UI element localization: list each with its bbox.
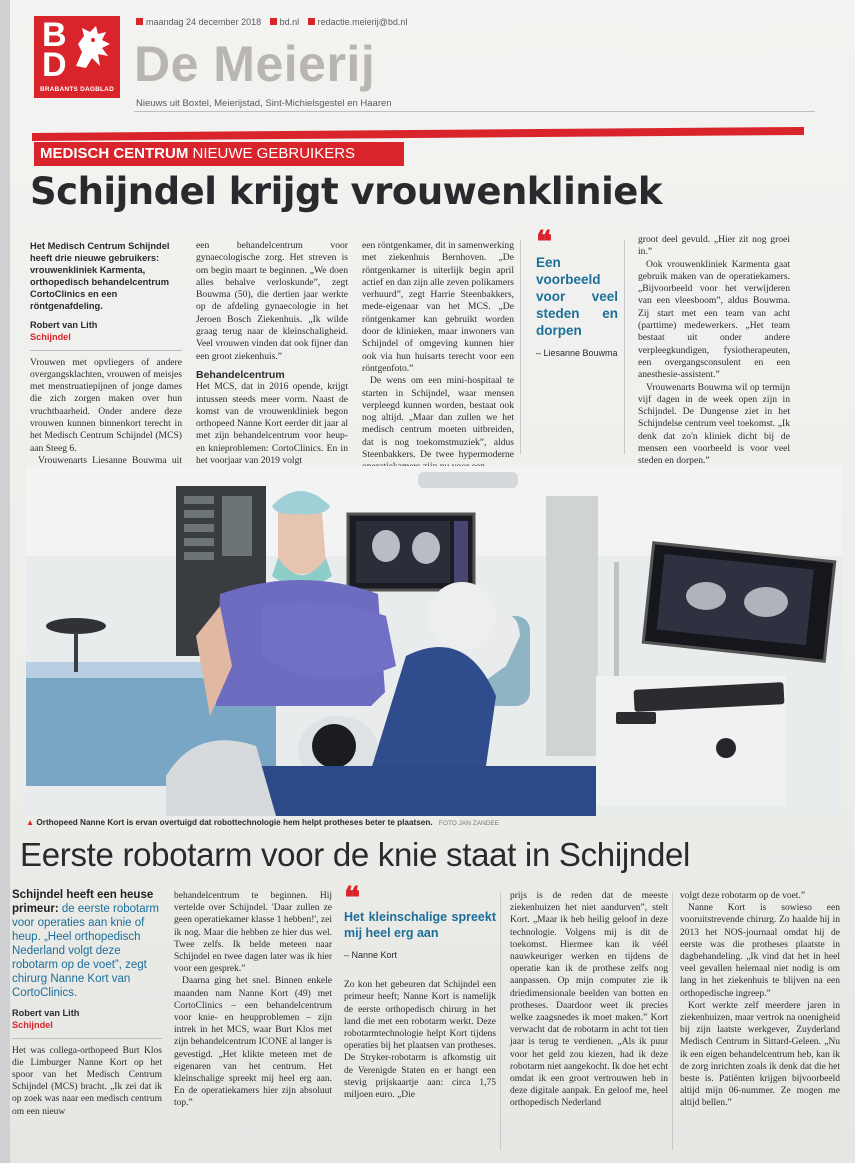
paragraph: prijs is de reden dat de meeste ziekenhuizen het niet aandurven”, stelt Kort. „Maar ik heb heilig geloof in deze technologie. Volgens mij is dit de toekomst. Hiermee kan ik véél nauwkeuriger werken en tijdens de operatie kan ik de prothese zelfs nog aanpassen. Op mijn computer zie ik driedimensionale beelden van botten en protheses. Daardoor weet ik precies welke zaagsnedes ik moet maken.” Kort verwacht dat de robotarm in acht tot tien jaar is terug te verdienen. „Als ik puur voor het geld zou kiezen, had ik deze robotarm niet aangekocht. Ik doe het echt omdat ik een groot vertrouwen heb in deze digitale aanpak. En geloof me, heel orthopedisch Nederland bbox=[510, 891, 669, 1109]
photo-caption bbox=[26, 818, 499, 827]
masthead-divider bbox=[134, 111, 815, 112]
column-divider bbox=[624, 240, 625, 454]
column-divider bbox=[520, 240, 521, 454]
paragraph: een röntgenkamer, dit in samenwerking met ziekenhuis Bernhoven. „De röntgenkamer is uiterlijk begin april actief en dan zijn alle zeven polikamers verhuurd”, zegt Harrie Steenbakkers, mede-eigenaar van het MCS. „De röntgenkamer kan gebruikt worden door de klinieken, maar inwoners van Schijndel of omgeving kunnen hier ook via hun huisarts terecht voor een röntgenfoto.” bbox=[362, 240, 514, 374]
paragraph: een behandelcentrum voor gynaecologische zorg. Het streven is om begin maart te beginnen. „We doen alles behalve verloskunde”, zegt Bouwma (50), die dertien jaar werkte op de afdeling gynaecologie in het Jeroen Bosch Ziekenhuis. „Ik wilde graag terug naar de kleinschaligheid. Veel vrouwen vinden dat ook fijner dan een groot ziekenhuis.” bbox=[196, 240, 348, 362]
paragraph: Ook vrouwenkliniek Karmenta gaat gebruik maken van de operatiekamers. „Bijvoorbeeld voor het verwijderen van een vleesboom”, aldus Bouwma. Zij start met een team van acht (parttime) medewerkers. „Het team bestaat uit onder andere verpleegkundigen, fysiotherapeuten, een overgangsconsulent en een anesthesie-assistent.” bbox=[638, 258, 790, 381]
article1-pullquote bbox=[536, 226, 618, 372]
kicker-accent-bar bbox=[32, 127, 804, 141]
lion-icon bbox=[68, 22, 116, 72]
issue-date: maandag 24 december 2018 bbox=[146, 17, 262, 27]
article1-location: Schijndel bbox=[30, 331, 182, 350]
article1-kicker: MEDISCH CENTRUM NIEUWE GEBRUIKERS bbox=[34, 142, 404, 166]
column-divider bbox=[672, 892, 673, 1150]
paragraph: Kort werkte zelf meerdere jaren in ziekenhuizen, maar vertrok na onenigheid bij zijn laatste werkgever, Zuyderland Medisch Centrum in Sittard-Geleen. „Nu ik een eigen behandelcentrum heb, kan ik de zorg inrichten zoals ik denk dat die het beste is. Patiënten krijgen bijvoorbeeld altijd mijn 06-nummer. Ze mogen me altijd bellen.” bbox=[680, 1000, 840, 1109]
column-divider bbox=[500, 892, 501, 1150]
operating-room-photo bbox=[26, 466, 842, 816]
pullquote-text: Een voorbeeld voor veel steden en dorpen bbox=[536, 255, 618, 338]
robot-arm-photo-illustration bbox=[26, 466, 842, 816]
paragraph: volgt deze robotarm op de voet.” bbox=[680, 891, 806, 901]
article2-column-5 bbox=[680, 890, 840, 1152]
paragraph: Het MCS, dat in 2016 opende, krijgt intussen steeds meer vorm. Naast de komst van de vrouwenkliniek begon orthopeed Nanne Kort eerder dit jaar al met zijn behandelcentrum voor heup- en knieproblemen: CortoClinics. En in het voorjaar van 2019 volgt bbox=[196, 381, 348, 467]
article2-column-1 bbox=[12, 888, 162, 1150]
quote-mark-icon: ❝ bbox=[344, 882, 361, 915]
article2-location: Schijndel bbox=[12, 1019, 162, 1038]
caption-triangle-icon: ▲ bbox=[26, 818, 35, 827]
editor-email-link[interactable]: redactie.meierij@bd.nl bbox=[317, 17, 408, 27]
paragraph: Vrouwen met opvliegers of andere overgangsklachten, vrouwen of meisjes met menstruatiepijnen of jonge dames die zich zorgen maken over hun vruchtbaarheid. Onder andere deze vrouwen kunnen binnenkort terecht in het Medisch Centrum Schijndel (MCS) aan Steeg 6. bbox=[30, 356, 182, 454]
article1-lead: Het Medisch Centrum Schijndel heeft drie nieuwe gebruikers: vrouwenkliniek Karmenta, orthopedisch behandelcentrum CortoClinics en een röntgenafdeling. bbox=[30, 241, 170, 311]
site-link[interactable]: bd.nl bbox=[279, 17, 300, 27]
quote-mark-icon: ❝ bbox=[536, 226, 553, 259]
article1-author: Robert van Lith bbox=[30, 320, 98, 330]
newspaper-page bbox=[10, 0, 855, 1163]
paragraph: De wens om een mini-hospitaal te starten in Schijndel, waar mensen verpleegd kunnen worden, bestaat ook nog altijd. „Maar dan zullen we het medisch centrum moeten uitbreiden, dat is nog toekomstmuziek”, aldus Steenbakkers. De twee hypermoderne bbox=[362, 375, 514, 461]
photo-credit: FOTO JAN ZANDEE bbox=[438, 820, 500, 827]
article2-author: Robert van Lith bbox=[12, 1008, 80, 1018]
article2-column-2 bbox=[174, 890, 332, 1152]
article1-column-3 bbox=[362, 240, 514, 461]
article2-headline: Eerste robotarm voor de knie staat in Schijndel bbox=[20, 836, 691, 873]
article2-lead: Schijndel heeft een heuse primeur: de eerste robotarm voor operaties aan knie of heup. „Heel orthopedisch Nederland volgt deze robotarm op de voet”, zegt chirurg Nanne Kort van CortoClinics. bbox=[12, 889, 160, 999]
article1-column-2 bbox=[196, 240, 348, 467]
paragraph: Het was collega-orthopeed Burt Klos die Limburger Nanne Kort op het spoor van het Medisch Centrum Schijndel (MCS) bracht. „Ik zei dat ik op zoek was naar een medisch centrum om een nieuw bbox=[12, 1045, 162, 1117]
paragraph: Vrouwenarts Bouwma wil op termijn vijf dagen in de week open zijn in Schijndel. De Dungense ziet in het Schijndelse centrum veel toekomst. „Ik denk dat zo'n kliniek dicht bij de mensen een voorbeeld is voor veel steden en dorpen.” bbox=[638, 381, 790, 467]
paragraph: groot deel gevuld. „Hier zit nog groei in.” bbox=[638, 234, 790, 258]
paragraph: behandelcentrum te beginnen. Hij vertelde over Schijndel. 'Daar zullen ze geen operatiekamer klasse 1 hebben!', zei ik nog. Maar die hebben ze hier dus wel. Twee zelfs. Ik belde meteen naar Schijndel en twee dagen later was ik hier voor een gesprek.” bbox=[174, 891, 332, 975]
paragraph: Nanne Kort is sowieso een vooruitstrevende chirurg. Zo haalde hij in 2013 het NOS-journaal omdat hij de eerste was die protheses plaatste in dagbehandeling. „Ik vind dat het in heel veel gevallen helemaal niet nodig is om lang in het ziekenhuis te blijven na een orthopedische ingreep.” bbox=[680, 903, 840, 999]
article2-column-4 bbox=[510, 890, 668, 1152]
article1-column-1 bbox=[30, 240, 182, 466]
bullet-square-icon bbox=[136, 18, 143, 25]
logo-letters: B D bbox=[42, 16, 67, 84]
pullquote-attribution: – Liesanne Bouwma bbox=[536, 348, 618, 358]
paragraph: Zo kon het gebeuren dat Schijndel een primeur heeft; Nanne Kort is namelijk de eerste orthopedisch chirurg in het land die met een robotarm werkt. Deze robotarmtechnologie helpt Kort tijdens operaties bij het plaatsen van protheses. De Stryker-robotarm is afkomstig uit de Verenigde Staten en er hangt een stevig prijskaartje aan: circa 1,75 miljoen euro. „Die bbox=[344, 980, 496, 1101]
logo-name: BRABANTS DAGBLAD bbox=[40, 86, 114, 93]
pullquote-text: Het kleinschalige spreekt mij heel erg aan bbox=[344, 910, 496, 940]
dateline bbox=[136, 17, 407, 27]
bullet-square-icon bbox=[308, 18, 315, 25]
brabants-dagblad-logo[interactable] bbox=[34, 16, 120, 98]
caption-text: Orthopeed Nanne Kort is ervan overtuigd dat robottechnologie hem helpt protheses beter te plaatsen. bbox=[36, 818, 433, 827]
section-title: De Meierij bbox=[134, 36, 376, 92]
paragraph: Daarna ging het snel. Binnen enkele maanden nam Nanne Kort (49) met CortoClinics – een behandelcentrum voor knie- en heupproblemen – zijn intrek in het MCS, waar Burt Klos met zijn behandelcentrum ICONE al langer is gevestigd. „Het klikte meteen met de eigenaren van het centrum. Het kleinschalige spreekt mij heel erg aan. En de operatiekamers hier zijn absoluut top.” bbox=[174, 976, 332, 1109]
bullet-square-icon bbox=[270, 18, 277, 25]
paragraph: Vrouwenarts Liesanne Bouwma uit bbox=[38, 454, 182, 466]
article2-column-3 bbox=[344, 882, 496, 1150]
article1-headline: Schijndel krijgt vrouwenkliniek bbox=[30, 170, 662, 213]
article1-column-5 bbox=[638, 234, 790, 467]
section-subtitle: Nieuws uit Boxtel, Meierijstad, Sint-Michielsgestel en Haaren bbox=[136, 98, 392, 109]
article1-subhead: Behandelcentrum bbox=[196, 368, 285, 381]
pullquote-attribution: – Nanne Kort bbox=[344, 950, 398, 960]
